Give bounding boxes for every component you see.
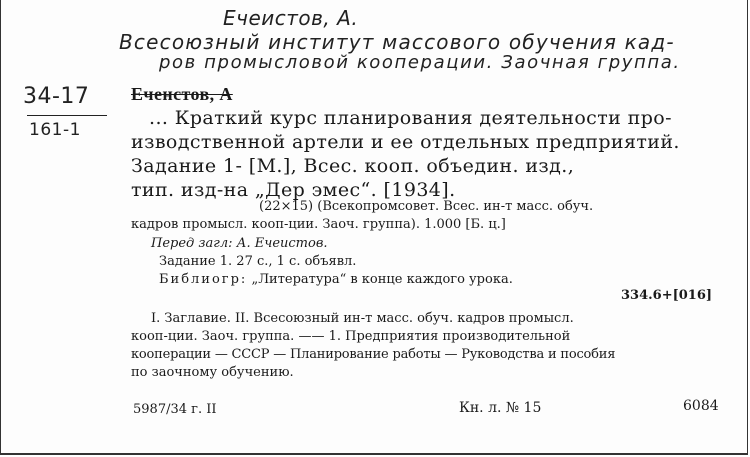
description-line-2: изводственной артели и ее отдельных предприятий.: [131, 131, 680, 153]
description-line-3: Задание 1- [М.], Всес. кооп. объедин. изд.,: [131, 155, 575, 177]
imprint-line-2: кадров промысл. кооп-ции. Заоч. группа). 1.000 [Б. ц.]: [131, 217, 506, 232]
tracing-line-4: по заочному обучению.: [131, 365, 294, 380]
crossed-out-author: Еченстов, А: [131, 84, 233, 104]
bibliography-label: Библиогр:: [159, 272, 248, 287]
tracing-line-3: кооперации — СССР — Планирование работы — Руководства и пособия: [131, 347, 616, 362]
shelfmark-top: 34-17: [23, 84, 90, 109]
bibliography-note: [159, 272, 513, 287]
description-line-1: ... Краткий курс планирования деятельности про-: [149, 107, 672, 129]
title-note-value: А. Ечеистов.: [236, 236, 328, 251]
collation-note: Задание 1. 27 с., 1 с. объявл.: [159, 254, 357, 269]
tracing-line-1: I. Заглавие. II. Всесоюзный ин-т масс. обуч. кадров промысл.: [151, 311, 574, 326]
tracing-line-2: кооп-ции. Заоч. группа. —— 1. Предприятия производительной: [131, 329, 571, 344]
card-number: 6084: [683, 398, 719, 414]
imprint-line-1: (22×15) (Всекопромсовет. Всес. ин-т масс. обуч.: [259, 199, 594, 214]
handwritten-institution-line-1: Всесоюзный институт массового обучения кад-: [119, 30, 675, 54]
handwritten-author: Ечеистов, А.: [223, 6, 359, 30]
handwritten-institution-line-2: ров промысловой кооперации. Заочная группа.: [159, 52, 681, 73]
book-chamber-number: Кн. л. № 15: [459, 400, 542, 416]
title-note: [151, 236, 328, 251]
printing-order: 5987/34 г. II: [133, 402, 217, 417]
shelfmark-divider: [27, 115, 107, 116]
bibliography-value: „Литература“ в конце каждого урока.: [251, 272, 513, 287]
classification-index: 334.6+[016]: [621, 288, 713, 303]
title-note-label: Перед загл:: [151, 236, 233, 251]
description-line-4: тип. изд-на „Дер эмес“. [1934].: [131, 179, 456, 201]
shelfmark-bottom: 161-1: [29, 120, 81, 140]
